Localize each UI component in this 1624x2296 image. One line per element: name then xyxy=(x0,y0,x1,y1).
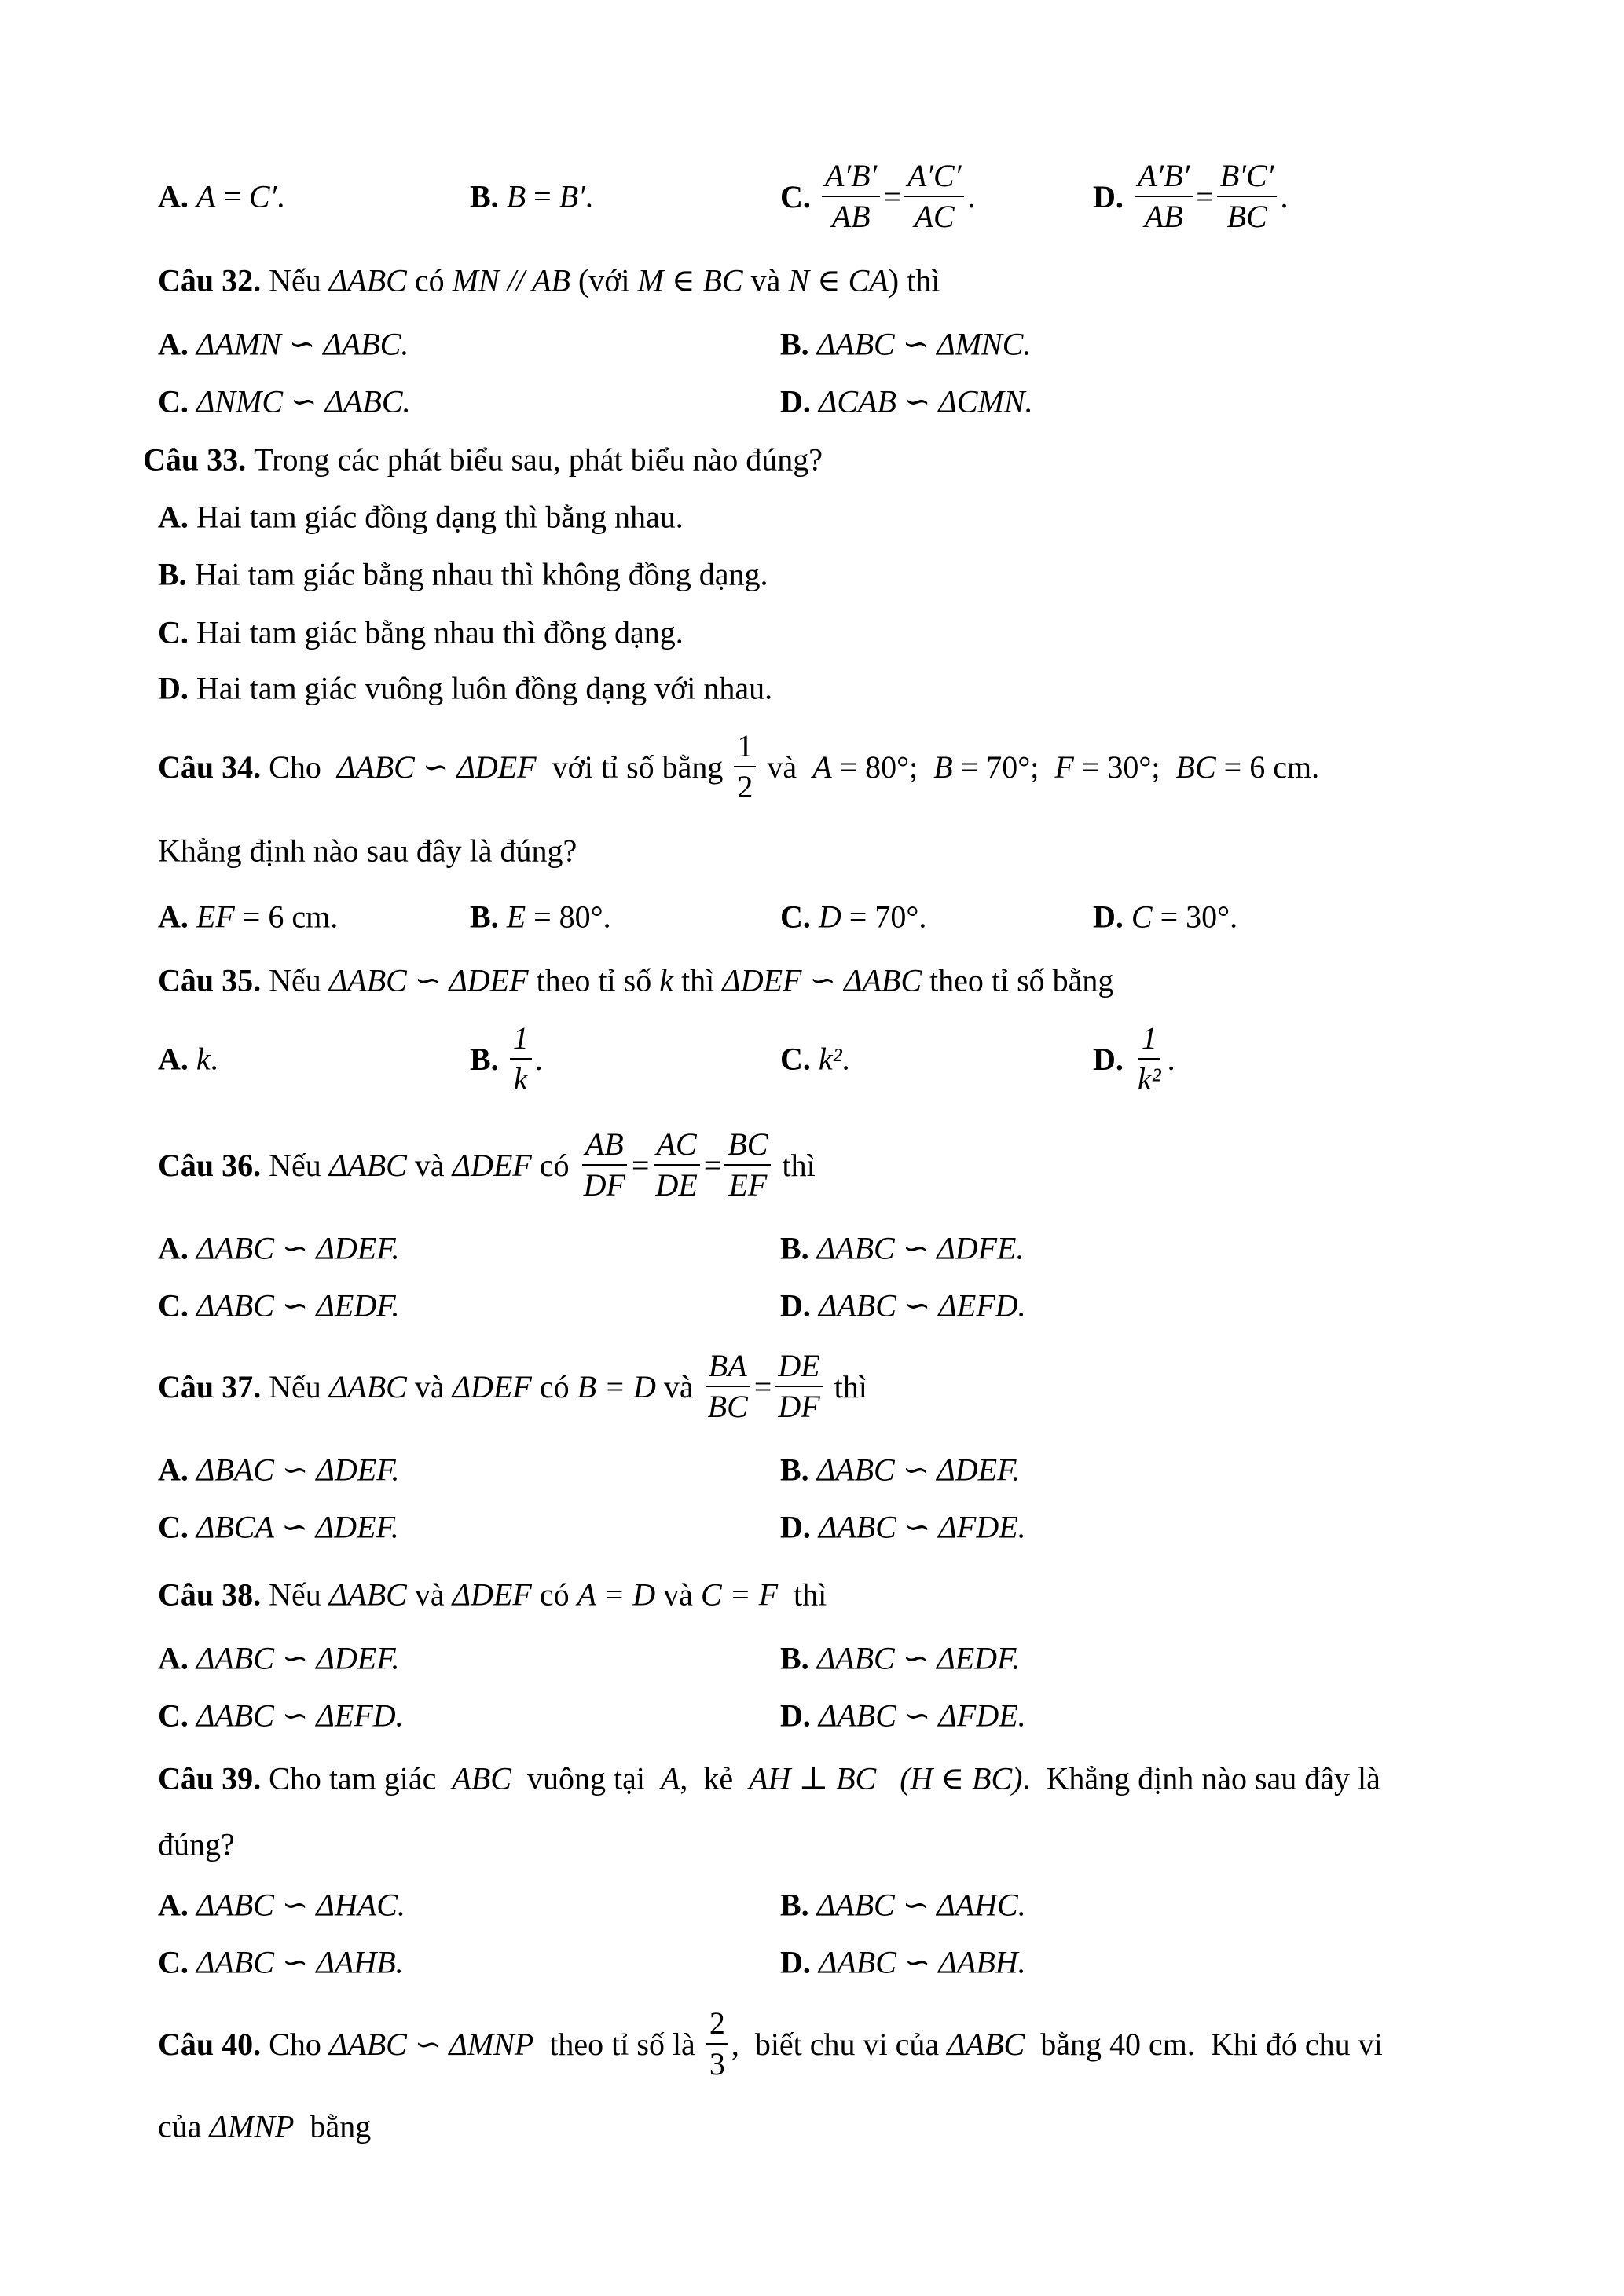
fraction-denominator: k² xyxy=(1137,1061,1161,1097)
text: = xyxy=(703,1147,722,1183)
answer-option xyxy=(158,326,409,363)
answer-option xyxy=(780,383,1033,420)
answer-option xyxy=(158,1452,400,1489)
text: ) thì xyxy=(888,262,940,298)
math-expression: ΔABC ∽ ΔDEF. xyxy=(816,1452,1021,1488)
answer-option xyxy=(780,899,926,936)
math-expression: F xyxy=(1054,749,1074,785)
text: thì xyxy=(673,962,723,998)
option-label: A. xyxy=(158,499,189,535)
text: . xyxy=(210,1041,218,1077)
fraction-numerator: A′C′ xyxy=(904,158,965,197)
answer-option xyxy=(158,614,684,651)
math-expression: ΔDEF xyxy=(452,1147,532,1183)
fraction-denominator: 2 xyxy=(737,769,753,804)
text: . xyxy=(1280,178,1289,214)
option-label: D. xyxy=(1093,1041,1124,1077)
question-text-continued xyxy=(158,2108,371,2145)
math-expression: ΔABC xyxy=(328,1147,407,1183)
text: có xyxy=(531,1147,577,1183)
math-expression: ΔAMN ∽ ΔABC. xyxy=(196,326,409,362)
math-expression: ABC xyxy=(452,1760,511,1796)
text: đúng? xyxy=(158,1826,235,1862)
math-expression: ΔABC ∽ ΔAHC. xyxy=(816,1887,1026,1923)
math-expression: ΔBAC ∽ ΔDEF. xyxy=(196,1452,400,1488)
fraction xyxy=(734,728,756,805)
text: thì xyxy=(778,1576,827,1613)
option-label: C. xyxy=(158,1509,189,1545)
answer-option xyxy=(158,1041,218,1078)
question-stem xyxy=(158,728,1319,805)
fraction-numerator: BC xyxy=(724,1126,771,1166)
option-label: D. xyxy=(780,1944,811,1980)
text: . xyxy=(277,178,285,214)
fraction xyxy=(904,158,965,235)
question-number: Câu 37. xyxy=(158,1368,262,1404)
math-expression: ΔABC ∽ ΔDFE. xyxy=(816,1230,1025,1266)
answer-option xyxy=(780,1509,1026,1546)
option-label: D. xyxy=(158,670,189,706)
text: và xyxy=(406,1368,453,1404)
math-expression: M ∈ BC xyxy=(637,262,743,298)
text: Cho xyxy=(269,2026,329,2062)
math-expression: ΔBCA ∽ ΔDEF. xyxy=(196,1509,399,1545)
math-expression: AH ⊥ BC xyxy=(749,1760,877,1796)
answer-option xyxy=(158,1697,404,1734)
math-expression: ΔABC ∽ ΔDEF xyxy=(328,962,529,998)
math-expression: ΔABC ∽ ΔEFD. xyxy=(196,1697,404,1734)
option-label: A. xyxy=(158,1230,189,1266)
answer-option xyxy=(158,1887,405,1924)
math-expression: k² xyxy=(818,1041,842,1077)
math-expression: ΔABC ∽ ΔAHB. xyxy=(196,1944,404,1980)
option-label: D. xyxy=(780,383,811,419)
text: . xyxy=(585,178,593,214)
text: Cho tam giác xyxy=(269,1760,453,1796)
question-number: Câu 39. xyxy=(158,1760,262,1796)
answer-option xyxy=(158,1640,400,1677)
fraction-denominator: DF xyxy=(778,1389,820,1424)
fraction-denominator: k xyxy=(513,1061,528,1097)
question-number: Câu 32. xyxy=(158,262,262,298)
math-expression: ΔABC ∽ ΔEDF. xyxy=(196,1287,400,1324)
fraction-denominator: AB xyxy=(1144,199,1183,234)
fraction-denominator: AB xyxy=(831,199,871,234)
text: theo tỉ số là xyxy=(533,2026,703,2062)
math-expression: ΔABC ∽ ΔMNC. xyxy=(816,326,1032,362)
option-label: B. xyxy=(780,326,809,362)
answer-option xyxy=(1093,158,1288,235)
option-label: C. xyxy=(780,1041,811,1077)
text: có xyxy=(531,1576,577,1613)
answer-option xyxy=(780,1887,1026,1924)
fraction xyxy=(1217,158,1278,235)
text: với tỉ số bằng xyxy=(536,749,731,785)
fraction-numerator: 1 xyxy=(1138,1020,1160,1060)
question-number: Câu 36. xyxy=(158,1147,262,1183)
math-expression: EF xyxy=(196,899,235,935)
text: = xyxy=(883,178,901,214)
text: . xyxy=(967,178,976,214)
text: Hai tam giác bằng nhau thì đồng dạng. xyxy=(196,614,684,650)
text: . xyxy=(1167,1041,1175,1077)
question-text-continued xyxy=(158,1826,235,1863)
answer-option xyxy=(780,1287,1026,1324)
text: = 30°. xyxy=(1152,899,1238,935)
text: và xyxy=(655,1576,701,1613)
text: bằng xyxy=(294,2108,372,2144)
fraction-numerator: 1 xyxy=(510,1020,532,1060)
option-label: C. xyxy=(158,383,189,419)
answer-option xyxy=(1093,1020,1175,1097)
question-number: Câu 34. xyxy=(158,749,262,785)
text: (với xyxy=(570,262,638,298)
fraction-denominator: 3 xyxy=(709,2046,725,2082)
math-expression: ΔMNP xyxy=(209,2108,295,2144)
text: Nếu xyxy=(269,1576,329,1613)
text: Trong các phát biểu sau, phát biểu nào đúng? xyxy=(254,441,823,478)
text: Hai tam giác vuông luôn đồng dạng với nhau. xyxy=(196,670,773,706)
math-expression: ΔABC xyxy=(328,1576,407,1613)
fraction xyxy=(822,158,880,235)
text: , kẻ xyxy=(680,1760,750,1796)
answer-option xyxy=(780,158,975,235)
math-expression: MN // AB xyxy=(452,262,570,298)
question-stem xyxy=(158,962,1113,999)
text: = 80°; xyxy=(831,749,934,785)
fraction-numerator: AB xyxy=(582,1126,627,1166)
math-expression: C xyxy=(1131,899,1153,935)
option-label: B. xyxy=(470,178,499,214)
answer-option xyxy=(158,1230,400,1267)
text: . xyxy=(841,1041,850,1077)
option-label: C. xyxy=(158,1287,189,1324)
fraction-numerator: 1 xyxy=(734,728,756,767)
question-number: Câu 40. xyxy=(158,2026,262,2062)
text: Nếu xyxy=(269,1147,329,1183)
fraction xyxy=(705,1348,751,1425)
math-expression: k xyxy=(659,962,673,998)
question-stem xyxy=(143,441,823,478)
math-expression: A xyxy=(660,1760,680,1796)
question-text-continued xyxy=(158,833,577,870)
option-label: B. xyxy=(780,1640,809,1676)
answer-option xyxy=(780,1697,1026,1734)
option-label: C. xyxy=(780,178,811,214)
text: và xyxy=(406,1147,453,1183)
math-expression: ΔDEF ∽ ΔABC xyxy=(722,962,922,998)
fraction-denominator: AC xyxy=(914,199,955,234)
text: Cho xyxy=(269,749,337,785)
question-number: Câu 33. xyxy=(143,441,247,478)
option-label: B. xyxy=(780,1887,809,1923)
math-expression: A xyxy=(196,178,216,214)
math-expression: B xyxy=(506,178,526,214)
fraction-numerator: A′B′ xyxy=(1135,158,1193,197)
text: và xyxy=(759,749,813,785)
answer-option xyxy=(470,1020,543,1097)
option-label: D. xyxy=(780,1509,811,1545)
fraction xyxy=(775,1348,823,1425)
option-label: B. xyxy=(780,1230,809,1266)
math-expression: ΔABC ∽ ΔHAC. xyxy=(196,1887,405,1923)
option-label: A. xyxy=(158,178,189,214)
text: = xyxy=(215,178,249,214)
fraction-denominator: BC xyxy=(1226,199,1267,234)
answer-option xyxy=(470,899,611,936)
text: theo tỉ số xyxy=(528,962,660,998)
text: vuông tại xyxy=(511,1760,661,1796)
text: = xyxy=(1196,178,1214,214)
math-expression: k xyxy=(196,1041,211,1077)
text: = 80°. xyxy=(526,899,611,935)
option-label: A. xyxy=(158,1041,189,1077)
math-expression: B′ xyxy=(559,178,585,214)
math-expression: E xyxy=(506,899,526,935)
option-label: D. xyxy=(780,1697,811,1734)
question-number: Câu 38. xyxy=(158,1576,262,1613)
answer-option xyxy=(158,556,768,593)
math-expression: C = F xyxy=(700,1576,779,1613)
fraction-numerator: AC xyxy=(654,1126,700,1166)
text: có xyxy=(406,262,453,298)
question-stem xyxy=(158,2005,1383,2082)
answer-option xyxy=(780,326,1031,363)
text: và xyxy=(742,262,789,298)
text: = 6 cm. xyxy=(1215,749,1320,785)
fraction-denominator: DF xyxy=(583,1167,625,1203)
option-label: B. xyxy=(158,556,187,592)
fraction-numerator: A′B′ xyxy=(822,158,880,197)
math-expression: (H ∈ BC) xyxy=(900,1760,1023,1796)
math-expression: ΔDEF xyxy=(452,1368,532,1404)
text: theo tỉ số bằng xyxy=(922,962,1114,998)
option-label: D. xyxy=(780,1287,811,1324)
text: . xyxy=(534,1041,543,1077)
answer-option xyxy=(780,1041,850,1078)
option-label: A. xyxy=(158,1887,189,1923)
fraction xyxy=(1135,158,1193,235)
question-stem xyxy=(158,1576,827,1613)
option-label: A. xyxy=(158,1452,189,1488)
answer-option xyxy=(158,178,284,215)
answer-option xyxy=(158,1287,400,1324)
fraction xyxy=(706,2005,728,2082)
fraction-numerator: B′C′ xyxy=(1217,158,1278,197)
text: , biết chu vi của xyxy=(731,2026,948,2062)
text xyxy=(876,1760,900,1797)
text: của xyxy=(158,2108,210,2144)
question-stem xyxy=(158,1126,816,1203)
text: = xyxy=(526,178,559,214)
question-stem xyxy=(158,262,940,299)
text: thì xyxy=(774,1147,816,1183)
math-expression: C′ xyxy=(248,178,277,214)
text: = 70°. xyxy=(841,899,927,935)
text: và xyxy=(406,1576,453,1613)
text: = xyxy=(631,1147,650,1183)
math-expression: B xyxy=(933,749,953,785)
text: Hai tam giác bằng nhau thì không đồng dạng. xyxy=(194,556,768,592)
fraction-numerator: DE xyxy=(775,1348,823,1387)
text: Khẳng định nào sau đây là đúng? xyxy=(158,833,577,869)
option-label: A. xyxy=(158,1640,189,1676)
text: . Khẳng định nào sau đây là xyxy=(1022,1760,1380,1796)
answer-option xyxy=(780,1640,1020,1677)
math-expression: B = D xyxy=(577,1368,656,1404)
math-expression: D xyxy=(818,899,841,935)
option-label: A. xyxy=(158,899,189,935)
answer-option xyxy=(780,1452,1020,1489)
math-expression: ΔABC ∽ ΔDEF. xyxy=(196,1640,400,1676)
math-expression: ΔCAB ∽ ΔCMN. xyxy=(818,383,1033,419)
math-expression: ΔABC ∽ ΔDEF. xyxy=(196,1230,400,1266)
answer-option xyxy=(780,1230,1024,1267)
math-expression: ΔABC xyxy=(947,2026,1025,2062)
answer-option xyxy=(470,178,593,215)
fraction-denominator: DE xyxy=(655,1167,698,1203)
option-label: D. xyxy=(1093,899,1124,935)
answer-option xyxy=(1093,899,1237,936)
math-expression: ΔABC ∽ ΔMNP xyxy=(328,2026,534,2062)
answer-option xyxy=(158,670,772,707)
text: Hai tam giác đồng dạng thì bằng nhau. xyxy=(196,499,684,535)
math-expression: ΔABC ∽ ΔFDE. xyxy=(818,1509,1026,1545)
text: bằng 40 cm. Khi đó chu vi xyxy=(1025,2026,1383,2062)
text: và xyxy=(655,1368,702,1404)
option-label: A. xyxy=(158,326,189,362)
option-label: B. xyxy=(470,1041,499,1077)
option-label: C. xyxy=(158,614,189,650)
text: Nếu xyxy=(269,962,329,998)
answer-option xyxy=(158,1509,399,1546)
fraction xyxy=(724,1126,771,1203)
fraction xyxy=(510,1020,532,1097)
option-label: C. xyxy=(780,899,811,935)
math-expression: ΔABC ∽ ΔABH. xyxy=(818,1944,1026,1980)
option-label: B. xyxy=(470,899,499,935)
math-expression: ΔDEF xyxy=(452,1576,532,1613)
math-expression: N ∈ CA xyxy=(788,262,889,298)
fraction-denominator: EF xyxy=(728,1167,768,1203)
fraction xyxy=(581,1126,629,1203)
option-label: D. xyxy=(1093,178,1124,214)
fraction xyxy=(652,1126,700,1203)
fraction-denominator: BC xyxy=(707,1389,748,1424)
answer-option xyxy=(158,499,684,536)
text: = 30°; xyxy=(1073,749,1176,785)
math-expression: ΔABC ∽ ΔFDE. xyxy=(818,1697,1026,1734)
text: = 70°; xyxy=(952,749,1055,785)
text: có xyxy=(531,1368,577,1404)
math-expression: ΔABC ∽ ΔEFD. xyxy=(818,1287,1026,1324)
question-stem xyxy=(158,1348,867,1425)
math-expression: A xyxy=(812,749,832,785)
question-number: Câu 35. xyxy=(158,962,262,998)
answer-option xyxy=(158,383,411,420)
text: Nếu xyxy=(269,262,329,298)
text: = xyxy=(753,1368,772,1404)
math-expression: ΔNMC ∽ ΔABC. xyxy=(196,383,411,419)
math-expression: ΔABC xyxy=(328,262,407,298)
question-stem xyxy=(158,1760,1380,1797)
answer-option xyxy=(780,1944,1026,1981)
math-expression: ΔABC ∽ ΔDEF xyxy=(336,749,537,785)
math-expression: ΔABC ∽ ΔEDF. xyxy=(816,1640,1021,1676)
text: Nếu xyxy=(269,1368,329,1404)
answer-option xyxy=(158,899,338,936)
text: thì xyxy=(826,1368,867,1404)
math-expression: BC xyxy=(1175,749,1216,785)
fraction xyxy=(1135,1020,1164,1097)
option-label: C. xyxy=(158,1944,189,1980)
fraction-numerator: BA xyxy=(706,1348,750,1387)
math-expression: ΔABC xyxy=(328,1368,407,1404)
math-expression: A = D xyxy=(577,1576,656,1613)
text: = 6 cm. xyxy=(234,899,339,935)
answer-option xyxy=(158,1944,404,1981)
option-label: B. xyxy=(780,1452,809,1488)
option-label: C. xyxy=(158,1697,189,1734)
fraction-numerator: 2 xyxy=(706,2005,728,2045)
